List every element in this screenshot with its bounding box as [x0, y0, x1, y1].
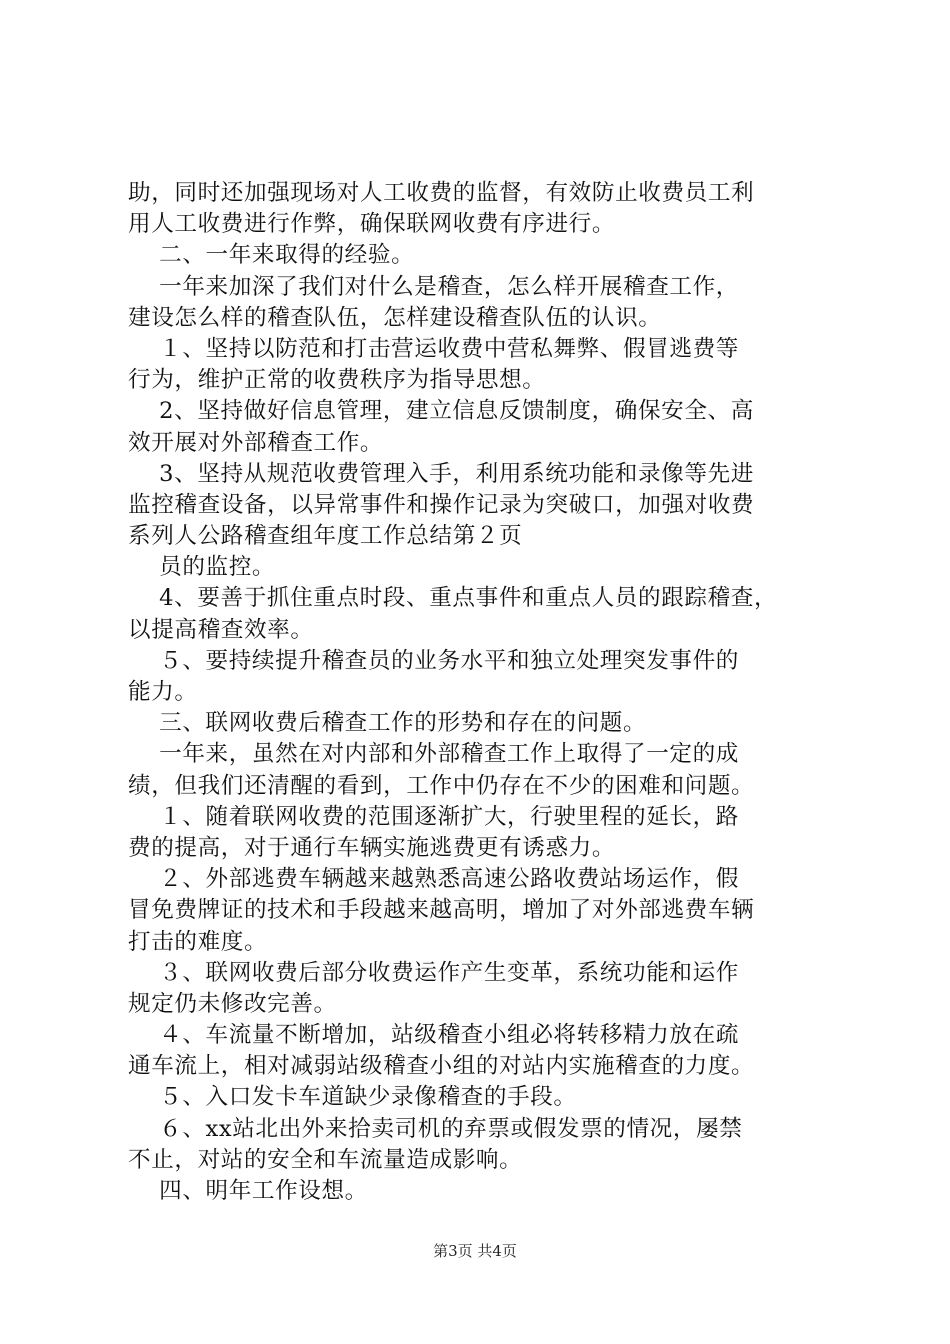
text-line: 一年来，虽然在对内部和外部稽查工作上取得了一定的成 — [128, 741, 739, 768]
text-line: 3、坚持从规范收费管理入手，利用系统功能和录像等先进 — [128, 460, 754, 487]
text-line: 建设怎么样的稽查队伍，怎样建设稽查队伍的认识。 — [128, 304, 662, 331]
text-line: ２、外部逃费车辆越来越熟悉高速公路收费站场运作，假 — [128, 866, 739, 893]
text-line: ５、入口发卡车道缺少录像稽查的手段。 — [128, 1084, 577, 1111]
text-line: 系列人公路稽查组年度工作总结第２页 — [128, 523, 523, 550]
text-line: 绩，但我们还清醒的看到，工作中仍存在不少的困难和问题。 — [128, 772, 755, 799]
text-line: 一年来加深了我们对什么是稽查，怎么样开展稽查工作， — [128, 273, 739, 300]
section-heading: 四、明年工作设想。 — [128, 1178, 368, 1204]
text-line: 规定仍未修改完善。 — [128, 990, 337, 1017]
text-line: 能力。 — [128, 679, 198, 705]
text-line: 不止，对站的安全和车流量造成影响。 — [128, 1146, 523, 1173]
document-body — [128, 178, 838, 1207]
text-line: 打击的难度。 — [128, 928, 268, 955]
text-line: 监控稽查设备，以异常事件和操作记录为突破口，加强对收费 — [128, 491, 755, 518]
section-heading: 三、联网收费后稽查工作的形势和存在的问题。 — [128, 710, 647, 737]
text-line: ６、xx站北出外来拾卖司机的弃票或假发票的情况，屡禁 — [128, 1115, 743, 1142]
text-line: 费的提高，对于通行车辆实施逃费更有诱惑力。 — [128, 834, 616, 861]
text-line: 以提高稽查效率。 — [128, 616, 314, 643]
text-line: 用人工收费进行作弊，确保联网收费有序进行。 — [128, 211, 616, 238]
text-line: ３、联网收费后部分收费运作产生变革，系统功能和运作 — [128, 959, 739, 986]
text-line: 通车流上，相对减弱站级稽查小组的对站内实施稽查的力度。 — [128, 1053, 755, 1080]
text-line: ５、要持续提升稽查员的业务水平和独立处理突发事件的 — [128, 647, 739, 674]
text-line: ４、车流量不断增加，站级稽查小组必将转移精力放在疏 — [128, 1022, 739, 1049]
text-line: １、坚持以防范和打击营运收费中营私舞弊、假冒逃费等 — [128, 335, 739, 362]
text-line: 冒免费牌证的技术和手段越来越高明，增加了对外部逃费车辆 — [128, 897, 755, 924]
text-line: 效开展对外部稽查工作。 — [128, 429, 384, 456]
text-line: 行为，维护正常的收费秩序为指导思想。 — [128, 367, 546, 394]
section-heading: 二、一年来取得的经验。 — [128, 242, 415, 269]
text-line: 员的监控。 — [128, 554, 276, 581]
text-line: １、随着联网收费的范围逐渐扩大，行驶里程的延长，路 — [128, 803, 739, 830]
text-line: 4、要善于抓住重点时段、重点事件和重点人员的跟踪稽查， — [128, 585, 778, 612]
text-line: 助，同时还加强现场对人工收费的监督，有效防止收费员工利 — [128, 180, 755, 206]
text-line: 2、坚持做好信息管理，建立信息反馈制度，确保安全、高 — [128, 398, 754, 425]
page-number-footer: 第3页 共4页 — [433, 1242, 517, 1260]
